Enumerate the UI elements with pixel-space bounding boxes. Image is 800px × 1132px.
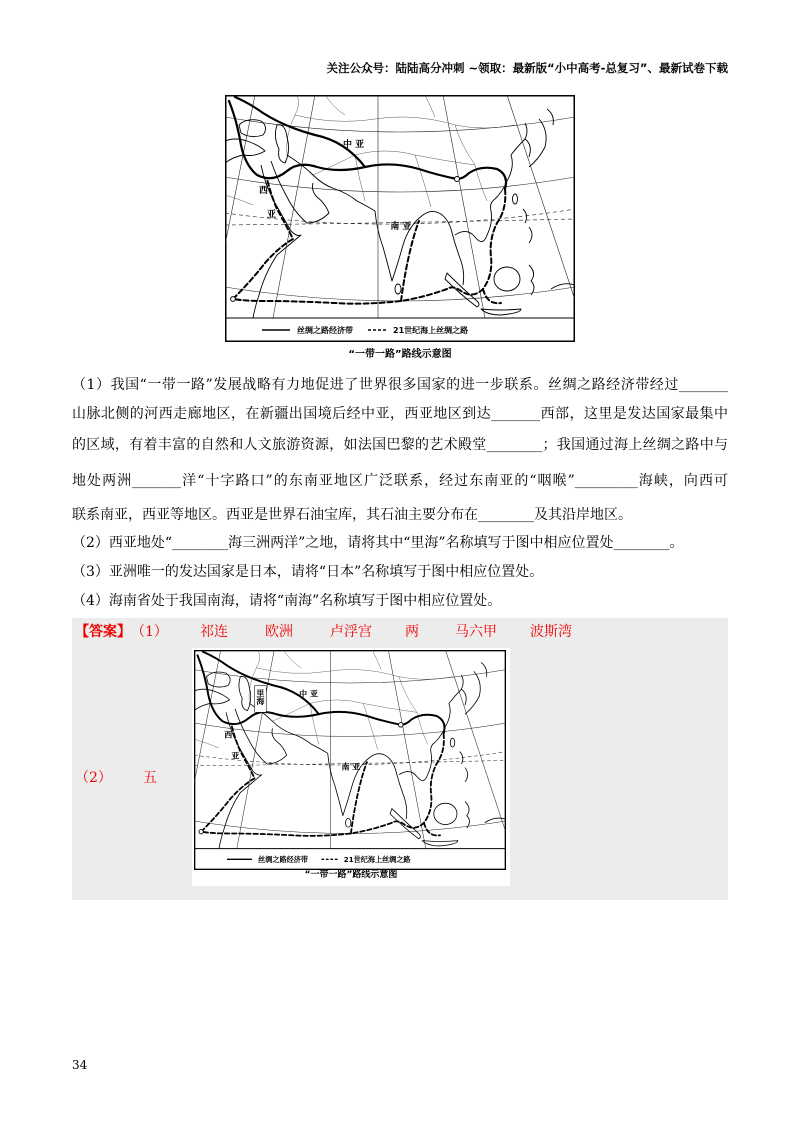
answer-1-blank-2: 欧洲 — [265, 624, 293, 640]
caspian-label-text: 里海 — [255, 689, 265, 706]
label-central-asia: 中 亚 — [343, 140, 365, 150]
page-number: 34 — [72, 1058, 88, 1072]
belt-and-road-map — [225, 95, 575, 342]
answer-part-1-label: （1） — [131, 624, 168, 640]
label-west-asia-first-char: 西 — [259, 186, 269, 196]
answer-1-blank-4: 两 — [405, 624, 419, 640]
answer-1-blank-6: 波斯湾 — [530, 624, 572, 640]
answer-map-container — [194, 650, 506, 870]
land-route-node-dot — [455, 177, 460, 182]
map-border — [226, 96, 575, 342]
label-south-asia: 南 亚 — [390, 222, 412, 232]
answer-map-frame — [192, 648, 510, 886]
caspian-sea-answer-label — [255, 686, 267, 713]
legend-sea-route-label: 21世纪海上丝绸之路 — [343, 854, 411, 864]
answer-2-blank-1: 五 — [143, 770, 157, 786]
answer-tag: 【答案】 — [75, 624, 131, 640]
question-1-line-3: 的区域，有着丰富的自然和人文旅游资源，如法国巴黎的艺术殿堂________；我国通过海上丝绸之路中与 — [72, 437, 728, 453]
figure-caption: “一带一路”路线示意图 — [348, 349, 452, 360]
label-west-asia-second-char: 亚 — [267, 210, 277, 220]
label-west-asia-second-char: 亚 — [231, 751, 240, 761]
question-1-line-5: 联系南亚，西亚等地区。西亚是世界石油宝库，其石油主要分布在________及其沿岸地区。 — [72, 507, 632, 523]
answer-1-blank-3: 卢浮宫 — [330, 624, 372, 640]
label-south-asia: 南 亚 — [341, 762, 361, 772]
answer-part-2-label: （2） — [75, 770, 112, 786]
question-1-line-1: （1）我国“一带一路”发展战略有力地促进了世界很多国家的进一步联系。丝绸之路经济带经过_______ — [72, 377, 728, 393]
sea-route-end-dot — [199, 830, 203, 834]
page-header-notice: 关注公众号：陆陆高分冲刺 ~领取：最新版“小中高考-总复习”、最新试卷下载 — [326, 61, 728, 75]
legend-sea-route-label: 21世纪海上丝绸之路 — [393, 326, 469, 335]
question-3: （3）亚洲唯一的发达国家是日本，请将“日本”名称填写于图中相应位置处。 — [72, 564, 544, 580]
map-border — [195, 651, 506, 870]
answer-1-blank-5: 马六甲 — [455, 624, 497, 640]
answer-1-blank-1: 祁连 — [200, 624, 228, 640]
question-1-line-4: 地处两洲_______洋“十字路口”的东南亚地区广泛联系，经过东南亚的“咽喉”_________海峡，向西可 — [72, 473, 728, 489]
label-west-asia-first-char: 西 — [224, 730, 233, 740]
sea-route-end-dot — [231, 297, 236, 302]
legend-land-route-label: 丝绸之路经济带 — [297, 326, 353, 335]
question-4: （4）海南省处于我国南海，请将“南海”名称填写于图中相应位置处。 — [72, 593, 502, 609]
question-2: （2）西亚地处“________海三洲两洋”之地，请将其中“里海”名称填写于图中相应位置处________。 — [72, 535, 684, 551]
answer-map — [194, 650, 506, 870]
label-central-asia: 中 亚 — [299, 689, 318, 699]
answer-figure-caption: “一带一路”路线示意图 — [304, 870, 398, 880]
legend-land-route-label: 丝绸之路经济带 — [258, 854, 308, 864]
answer-section — [72, 618, 728, 900]
question-1-line-2: 山脉北侧的河西走廊地区，在新疆出国境后经中亚，西亚地区到达_______西部，这里是发达国家最集中 — [72, 406, 728, 422]
land-route-node-dot — [399, 723, 403, 727]
